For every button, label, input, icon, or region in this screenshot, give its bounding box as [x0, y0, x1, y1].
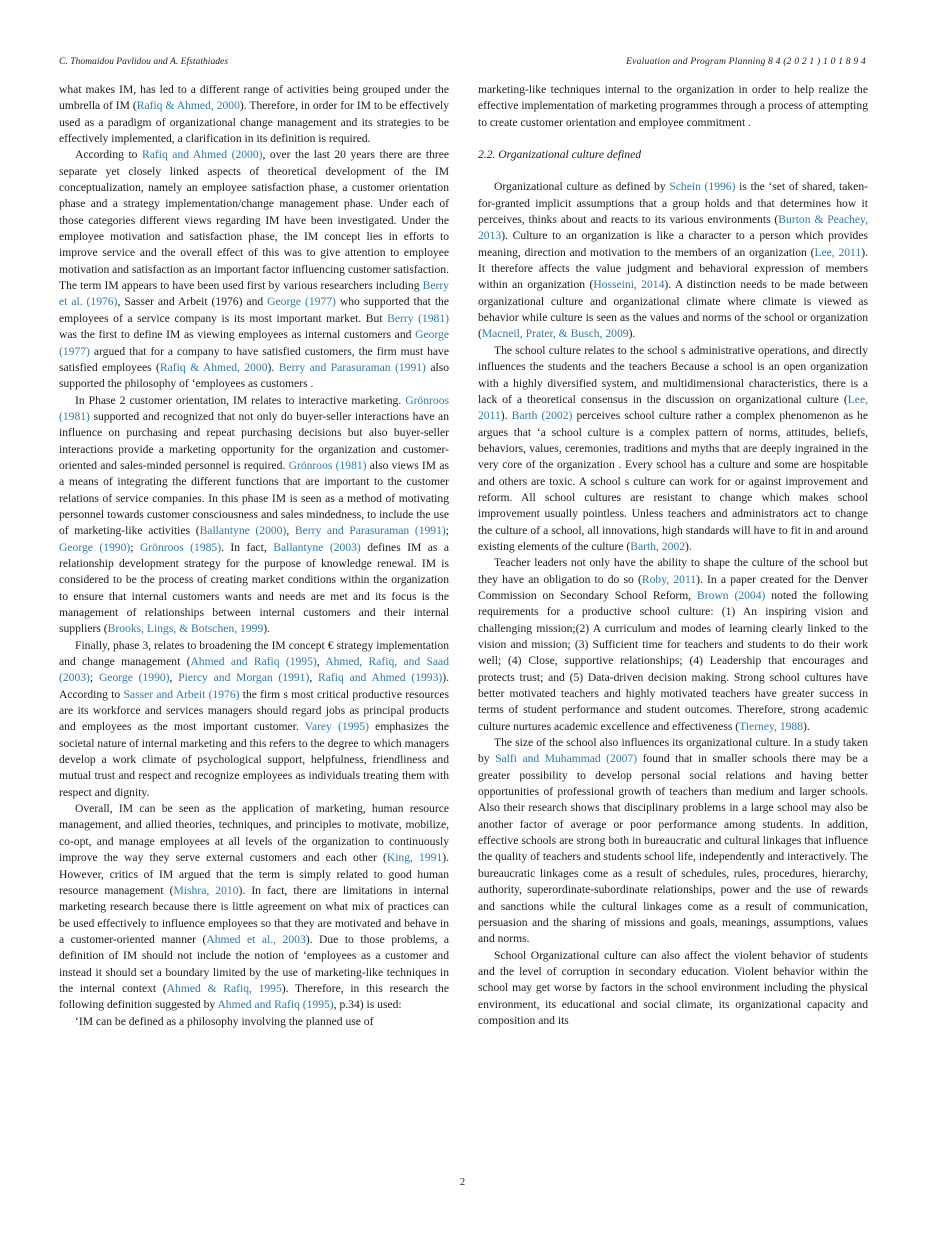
text-run: argued that for a company to have satisfied customers, the firm must have satisfied employees ( [59, 344, 449, 374]
text-run: , [309, 671, 319, 685]
text-run: ; [445, 524, 449, 538]
text-run: ). According to [59, 671, 450, 701]
text-run: ). A distinction needs to be made between organizational culture and organizational climate where climate is viewed as behavior while culture is seen as the values and norms of the school or organization ( [478, 278, 869, 341]
citation-link[interactable]: Ahmed and Rafiq (1995) [217, 998, 334, 1012]
citation-link[interactable]: Ahmed & Rafiq, 1995 [166, 981, 282, 995]
text-run: also views IM as a means of integrating the different functions that are important to the customer relations of service companies. In this phase IM is seen as a method of motivating personnel towards customer consciousness and sales mindedness, to include the use of marketing-like activities ( [59, 458, 449, 538]
citation-link[interactable]: Rafiq & Ahmed, 2000 [159, 360, 268, 374]
text-run: , [316, 655, 326, 669]
citation-link[interactable]: Barth (2002) [511, 409, 573, 423]
citation-link[interactable]: Rafiq and Ahmed (2000) [142, 148, 263, 162]
citation-link[interactable]: King, 1991 [386, 851, 443, 865]
paragraph [59, 1014, 449, 1030]
text-run: what makes IM, has led to a different range of activities being grouped under the umbrella of IM ( [59, 83, 449, 113]
citation-link[interactable]: Rafiq and Ahmed (1993) [318, 671, 443, 685]
text-run: , Sasser and Arbeit (1976) and [117, 295, 268, 309]
citation-link[interactable]: Hosseini, 2014 [593, 278, 665, 292]
text-run: supported and recognized that not only do buyer-seller interactions have an influence on purchasing and repeat purchasing decisions but also buyer-seller interactions provide a marketing opportunity for the organization and customer-oriented and sales-minded personnel is required. [59, 409, 449, 472]
paragraph [478, 179, 868, 342]
text-run: . In fact, [221, 540, 274, 554]
text-run: found that in smaller schools there may be a greater possibility to develop personal social relations and having better opportunities of professional growth of teachers than medium and larger schools. Also their research shows that disciplinary problems in a large school may also be another factor of average or poor performance among students. In addition, effective schools are strong both in bureaucratic and cultural linkages that influence the quality of teachers and students school life, independently and interactively. The bureaucratic linkages come as a result of schedules, rules, procedures, hierarchy, authority, superordinate-subordinate relationships, power and the use of rewards and sanctions while the cultural linkages come as a result of communication, persuasion and the sharing of missions and goals, meanings, assumptions, values and norms. [478, 752, 868, 946]
citation-link[interactable]: Tierney, 1988 [739, 719, 804, 733]
text-run: who supported that the employees of a service company is its most important market. But [59, 295, 449, 325]
text-run: ; [89, 671, 99, 685]
text-run: , over the last 20 years there are three separate yet closely linked aspects of theoretical development of the IM conceptualization, namely an employee satisfaction phase, a customer orientation phase and a strategy implementation/change management phase. Under each of those categories different views regarding IM have been investigated. Under the employee motivation and satisfaction phase, the IM concept lies in efforts to improve service and the overall effect of this was to give attention to employee motivation and satisfaction as an important factor influencing customer satisfaction. The term IM appears to have been used first by various researchers including [59, 148, 450, 293]
text-run: , [286, 524, 295, 538]
text-run: ). However, critics of IM argued that the term is simply related to good human resource management ( [59, 851, 449, 897]
text-run: defines IM as a relationship development strategy for the purpose of knowledge renewal. IM is considered to be the process of creating market conditions within the organization to ensure that internal customers wants and needs are met and its focus is the management of relationships between internal customers and their internal suppliers ( [59, 540, 449, 636]
running-header [59, 56, 866, 70]
text-run: ). Due to those problems, a definition of IM should not include the notion of ‘employees as a customer and instead it should set a boundary limited by the use of marketing-like techniques in the internal context ( [59, 932, 450, 995]
citation-link[interactable]: Piercy and Morgan (1991) [178, 671, 310, 685]
citation-link[interactable]: Ahmed and Rafiq (1995) [190, 655, 317, 669]
paragraph [478, 735, 868, 947]
text-run: the firm s most critical productive resources are its workforce and services managers should regard jobs as principal products and employees as the most important customer. [59, 687, 450, 734]
page-number: 2 [459, 1177, 466, 1188]
text-run: emphasizes the societal nature of internal marketing and this refers to the degree to which managers develop a work climate of psychological support, helpfulness, friendliness and mutual trust and respect and recognize employees as individuals treating them with respect and dignity. [59, 720, 449, 799]
paragraph [478, 555, 868, 735]
text-run: In Phase 2 customer orientation, IM relates to interactive marketing. [75, 393, 406, 407]
citation-link[interactable]: Berry (1981) [387, 311, 449, 325]
citation-link[interactable]: Barth, 2002 [630, 539, 686, 553]
citation-link[interactable]: Berry et al. (1976) [59, 279, 449, 309]
text-run: ). [803, 719, 810, 733]
citation-link[interactable]: Roby, 2011 [641, 572, 697, 586]
citation-link[interactable]: Macneil, Prater, & Busch, 2009 [481, 327, 629, 341]
paragraph [478, 343, 868, 555]
paragraph [59, 393, 449, 638]
text-run: noted the following requirements for a productive school culture: (1) An inspiring vision and challenging mission;(2) A curriculum and modes of learning clearly linked to the vision and mission; (3) Sufficient time for teachers and students to do their work well; (4) Close, supportive relationships; (4) Leadership that encourages and protects trust; and (5) Data-driven decision making. Strong school cultures have better motivated teachers and highly motivated teachers have greater success in terms of student performance and student outcomes. Therefore, strong academic culture nurtures academic excellence and effectiveness ( [478, 588, 868, 733]
citation-link[interactable]: Burton & Peachey, 2013 [478, 213, 868, 243]
citation-link[interactable]: Sasser and Arbeit (1976) [123, 687, 240, 701]
text-run: ). [628, 327, 636, 341]
citation-link[interactable]: Ahmed et al., 2003 [206, 932, 306, 946]
text-run: The size of the school also influences its organizational culture. In a study taken by [478, 736, 868, 766]
text-run: ). In a paper created for the Denver Commission on Secondary School Reform, [478, 572, 868, 602]
text-run: According to [75, 148, 143, 162]
text-run: ). [685, 539, 692, 553]
text-run: ). It therefore affects the value judgment and behavioral expression of members within an organization ( [478, 245, 868, 292]
citation-link[interactable]: Lee, 2011 [478, 392, 868, 423]
section-heading: 2.2. Organizational culture defined [478, 148, 642, 162]
citation-link[interactable]: Salfi and Muhammad (2007) [495, 752, 638, 766]
left-column [59, 82, 449, 1030]
citation-link[interactable]: Berry and Parasuraman (1991) [294, 524, 446, 538]
text-run: is the ‘set of shared, taken-for-granted implicit assumptions that a group holds and that determines how it perceives, thinks about and reacts to its various environments ( [478, 180, 868, 227]
text-run: ). [267, 360, 279, 374]
text-run: perceives school culture rather a complex phenomenon as he argues that ‘a school culture is a complex pattern of norms, attitudes, beliefs, behaviors, values, ceremonies, traditions and myths that are deeply ingrained in the very core of the organization . Every school has a culture and some are hospitable and others are toxic. A school s culture can work for or against improvement and reform. All school cultures are resistant to change which makes school improvement usually pointless. Unless teachers and administrators act to change the culture of a school, all innovations, high standards will have to fit in and around existing elements of the culture ( [478, 409, 868, 553]
text-run: ; [130, 540, 140, 554]
citation-link[interactable]: Ballantyne (2003) [273, 540, 361, 554]
text-run: School Organizational culture can also affect the violent behavior of students and the level of corruption in secondary education. Violent behavior within the school may get worse by factors in the school environment including the physical environment, its educational and social climate, its organizational capacity and composition and its [478, 948, 868, 1027]
text-run: was the first to define IM as viewing employees as internal customers and [59, 328, 416, 342]
citation-link[interactable]: Berry and Parasuraman (1991) [278, 360, 426, 374]
text-run: ‘IM can be defined as a philosophy involving the planned use of [75, 1014, 374, 1028]
text-run: Teacher leaders not only have the ability to shape the culture of the school but they have an obligation to do so ( [478, 556, 868, 586]
text-run: ). In fact, there are limitations in internal marketing research because there is little agreement on what mix of practices can be used effectively to influence employees so that they are motivated and behave in a customer-oriented manner ( [59, 883, 449, 946]
citation-link[interactable]: Schein (1996) [669, 180, 736, 194]
right-column [478, 82, 868, 1029]
citation-link[interactable]: George (1977) [267, 295, 336, 309]
text-run: The school culture relates to the school s administrative operations, and directly influences the students and the teachers Because a school is an open organization with a highly diversified system, and multidimensional characteristics, there is a lack of a theoretical consensus in the discussion on organizational culture ( [478, 343, 868, 406]
paragraph [59, 801, 449, 1013]
citation-link[interactable]: George (1990) [59, 540, 131, 554]
citation-link[interactable]: Grönroos (1981) [288, 458, 367, 472]
text-run: also supported the philosophy of ‘employees as customers . [59, 360, 449, 391]
citation-link[interactable]: Varey (1995) [304, 720, 369, 734]
citation-link[interactable]: George (1977) [59, 328, 449, 358]
paragraph [478, 82, 868, 131]
citation-link[interactable]: Ahmed, Rafiq, and Saad (2003) [59, 655, 449, 685]
citation-link[interactable]: Lee, 2011 [814, 245, 862, 259]
text-run: marketing-like techniques internal to the organization in order to help realize the effective implementation of marketing programmes through a process of attempting to create customer orientation and employee commitment . [478, 83, 868, 129]
text-run: ). Therefore, in order for IM to be effectively used as a paradigm of organizational change management and its strategies to be effectively implemented, a clarification in its definition is required. [59, 99, 450, 146]
text-run: , p.34) is used: [333, 998, 402, 1012]
paragraph [59, 147, 449, 392]
text-run: Organizational culture as defined by [494, 180, 670, 194]
header-authors: C. Thomaidou Pavlidou and A. Efstathiades [59, 56, 229, 67]
citation-link[interactable]: Brooks, Lings, & Botschen, 1999 [107, 622, 264, 636]
citation-link[interactable]: Rafiq & Ahmed, 2000 [136, 99, 240, 113]
citation-link[interactable]: Brown (2004) [697, 588, 766, 602]
text-run: ). Culture to an organization is like a character to a person which provides meaning, direction and motivation to the members of an organization ( [478, 229, 868, 259]
header-journal: Evaluation and Program Planning 8 4 (2 0 2 1 ) 1 0 1 8 9 4 [626, 56, 866, 67]
text-run: , [169, 671, 179, 685]
paragraph [59, 82, 449, 147]
text-run: ). Therefore, in this research the following definition suggested by [59, 981, 449, 1012]
paragraph [478, 948, 868, 1030]
text-run: Overall, IM can be seen as the application of marketing, human resource management, and allied theories, techniques, and principles to motivate, mobilize, co-opt, and manage employees at all levels of the organization to continuously improve the way they serve external customers and each other ( [59, 802, 449, 865]
citation-link[interactable]: Grönroos (1981) [59, 393, 449, 423]
paragraph [59, 638, 449, 801]
citation-link[interactable]: Grönroos (1985) [139, 540, 222, 554]
citation-link[interactable]: Mishra, 2010 [173, 883, 239, 897]
citation-link[interactable]: Ballantyne (2000) [199, 524, 287, 538]
text-run: ). [263, 622, 270, 636]
text-run: Finally, phase 3, relates to broadening the IM concept € strategy implementation and change management ( [59, 638, 449, 669]
text-run: ). [500, 409, 512, 423]
citation-link[interactable]: George (1990) [98, 671, 170, 685]
